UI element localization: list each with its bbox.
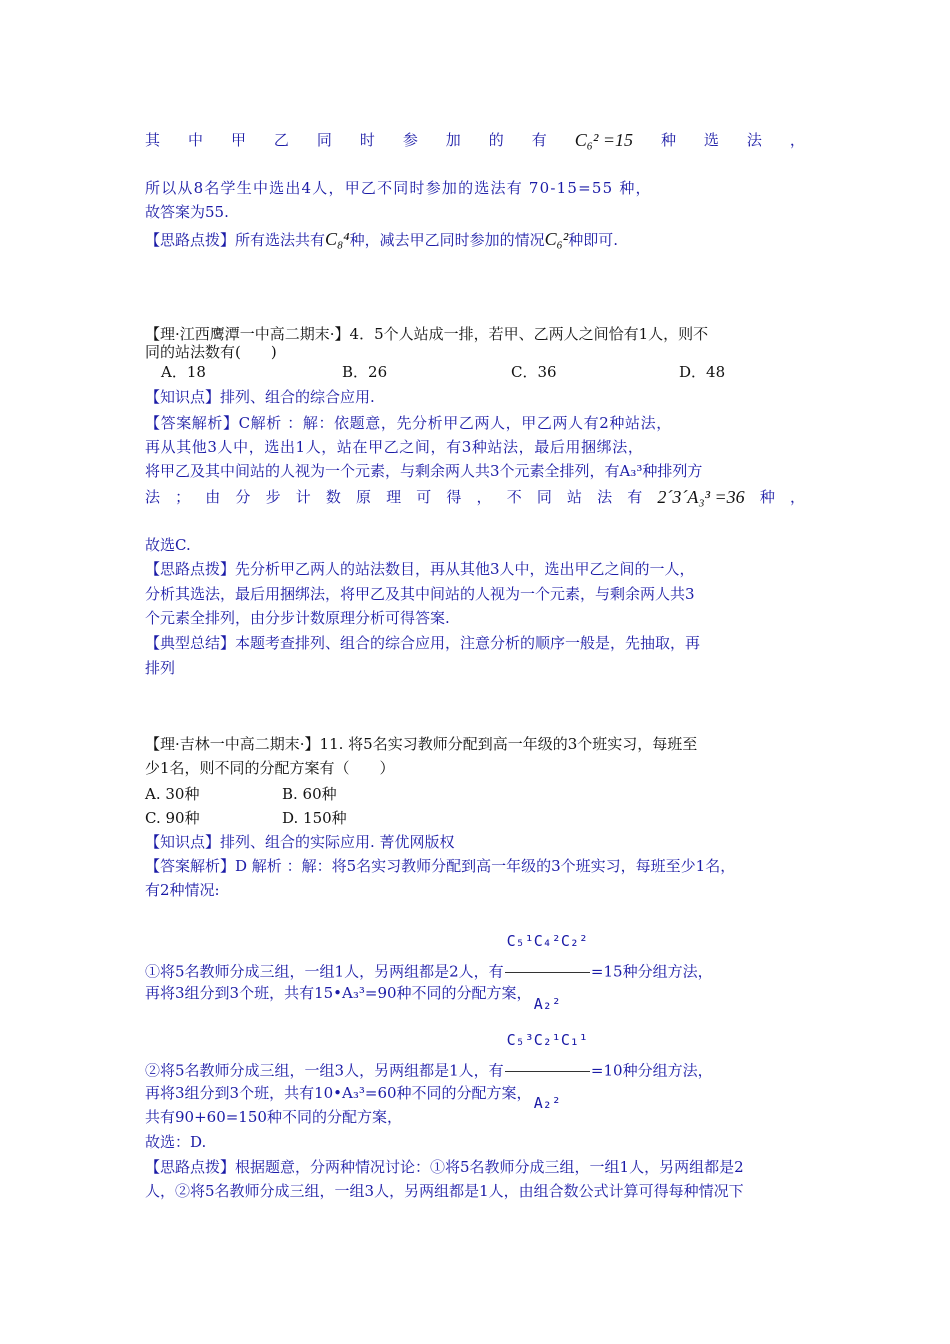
q4-option-b: B．26	[342, 363, 388, 381]
q4-answer-4-word: 有	[627, 488, 643, 506]
q4-answer-4-word: 得	[446, 488, 462, 506]
q11-header: 【理·吉林一中高二期末·】11. 将5名实习教师分配到高一年级的3个班实习，每班至	[145, 735, 698, 753]
s1-line1-word: 选	[703, 131, 719, 149]
q4-header: 【理·江西鹰潭一中高二期末·】4．5个人站成一排，若甲、乙两人之间恰有1人，则不	[145, 325, 709, 343]
q4-answer-4-word: 分	[235, 488, 251, 506]
q4-answer-4-word: 站	[566, 488, 582, 506]
q4-tip-1: 【思路点拨】先分析甲乙两人的站法数目，再从其他3人中，选出甲乙之间的一人，	[145, 560, 695, 578]
q4-answer-4-word: 法	[145, 488, 161, 506]
q11-select: 故选：D.	[145, 1133, 207, 1151]
case1-result: =15种分组方法，	[590, 962, 713, 981]
q4-answer-4-word: 步	[265, 488, 281, 506]
s1-line1-word: 种	[660, 131, 676, 149]
q4-answer-4-word: 数	[325, 488, 341, 506]
case2-numerator: C₅³C₂¹C₁¹	[505, 1011, 590, 1072]
q11-case1-c: 再将3组分到3个班，共有15•A₃³=90种不同的分配方案，	[145, 984, 532, 1002]
q11-header2: 少1名，则不同的分配方案有（ ）	[145, 759, 395, 777]
s1-line1-word: 加	[445, 131, 461, 149]
q11-option-c: C. 90种	[145, 809, 200, 827]
q4-answer-4-word: 不	[506, 488, 522, 506]
q4-answer-4	[145, 487, 805, 507]
q4-option-c: C．36	[511, 363, 557, 381]
q4-option-a: A．18	[161, 363, 206, 381]
q11-knowledge: 【知识点】排列、组合的实际应用. 菁优网版权	[145, 833, 455, 851]
s1-line1	[145, 130, 805, 150]
formula-c62: C₆²	[544, 229, 569, 249]
tip-text: 种，减去甲乙同时参加的情况	[349, 231, 545, 249]
case1-text: ①将5名教师分成三组，一组1人，另两组都是2人，有	[145, 962, 504, 981]
q11-tip-1: 【思路点拨】根据题意，分两种情况讨论：①将5名教师分成三组，一组1人，另两组都是2	[145, 1158, 744, 1176]
q4-knowledge: 【知识点】排列、组合的综合应用.	[145, 388, 375, 406]
q4-answer-5: 故选C.	[145, 536, 191, 554]
q11-tip-2: 人，②将5名教师分成三组，一组3人，另两组都是1人，由组合数公式计算可得每种情况下	[145, 1182, 744, 1200]
q11-option-d: D. 150种	[282, 809, 347, 827]
s1-line2: 所以从8名学生中选出4人，甲乙不同时参加的选法有 70-15=55 种，	[145, 179, 652, 197]
q4-summary-1: 【典型总结】本题考查排列、组合的综合应用，注意分析的顺序一般是，先抽取，再	[145, 634, 701, 652]
s1-line1-word: 的	[488, 131, 504, 149]
q4-answer-1: 【答案解析】C解析 ：解：依题意，先分析甲乙两人，甲乙两人有2种站法，	[145, 414, 672, 432]
q11-option-b: B. 60种	[282, 785, 337, 803]
s1-line1-word: 参	[402, 131, 418, 149]
q4-answer-4-word: 理	[386, 488, 402, 506]
q4-answer-3: 将甲乙及其中间站的人视为一个元素，与剩余两人共3个元素全排列，有A₃³种排列方	[145, 462, 703, 480]
q4-answer-4-word: 可	[416, 488, 432, 506]
q4-answer-4-word: 由	[205, 488, 221, 506]
q4-answer-4-word: ；	[175, 488, 191, 506]
s1-tip	[145, 229, 618, 250]
s1-line1-word: 法	[746, 131, 762, 149]
tip-label: 【思路点拨】	[145, 231, 236, 249]
q4-tip-2: 分析其选法，最后用捆绑法，将甲乙及其中间站的人视为一个元素，与剩余两人共3	[145, 585, 695, 603]
q4-answer-4-word: 种	[759, 488, 775, 506]
q11-case2-c: 再将3组分到3个班，共有10•A₃³=60种不同的分配方案，	[145, 1084, 532, 1102]
s1-line1-word: 乙	[273, 131, 289, 149]
q4-option-d: D．48	[679, 363, 726, 381]
q4-header2: 同的站法数有( )	[145, 343, 277, 361]
s1-line1-word: 其	[145, 131, 161, 149]
tip-text: 种即可.	[568, 231, 619, 249]
q11-total: 共有90+60=150种不同的分配方案，	[145, 1108, 402, 1126]
s1-line1-formula: C₆² =15	[574, 130, 633, 150]
s1-line1-word: 中	[187, 131, 203, 149]
s1-line3: 故答案为55.	[145, 203, 229, 221]
q4-answer-4-word: 计	[295, 488, 311, 506]
q11-answer-1: 【答案解析】D 解析 ：解：将5名实习教师分配到高一年级的3个班实习，每班至少1名，	[145, 857, 736, 875]
formula-c84: C₈⁴	[325, 229, 350, 249]
q4-answer-4-word: 法	[597, 488, 613, 506]
q4-answer-4-word: 同	[536, 488, 552, 506]
q4-answer-4-formula: 2´3´A₃³ =36	[657, 487, 745, 507]
case1-denominator: A₂²	[533, 995, 561, 1013]
q4-summary-2: 排列	[145, 659, 176, 677]
q11-answer-2: 有2种情况:	[145, 881, 220, 899]
q11-option-a: A. 30种	[145, 785, 200, 803]
s1-line1-word: 甲	[230, 131, 246, 149]
q4-answer-4-word: ，	[476, 488, 492, 506]
case2-fraction	[505, 1011, 590, 1132]
q4-answer-4-word: ，	[789, 488, 805, 506]
s1-line1-word: 有	[531, 131, 547, 149]
case1-numerator: C₅¹C₄²C₂²	[505, 912, 590, 973]
s1-line1-word: ，	[789, 131, 805, 149]
q4-tip-3: 个元素全排列，由分步计数原理分析可得答案.	[145, 609, 450, 627]
tip-text: 所有选法共有	[235, 231, 326, 249]
case2-denominator: A₂²	[533, 1094, 561, 1112]
q4-answer-4-word: 原	[355, 488, 371, 506]
s1-line1-word: 同	[316, 131, 332, 149]
case2-result: =10种分组方法，	[590, 1061, 713, 1080]
s1-line1-word: 时	[359, 131, 375, 149]
q4-answer-2: 再从其他3人中，选出1人，站在甲乙之间，有3种站法，最后用捆绑法，	[145, 438, 644, 456]
case2-text: ②将5名教师分成三组，一组3人，另两组都是1人，有	[145, 1061, 504, 1080]
